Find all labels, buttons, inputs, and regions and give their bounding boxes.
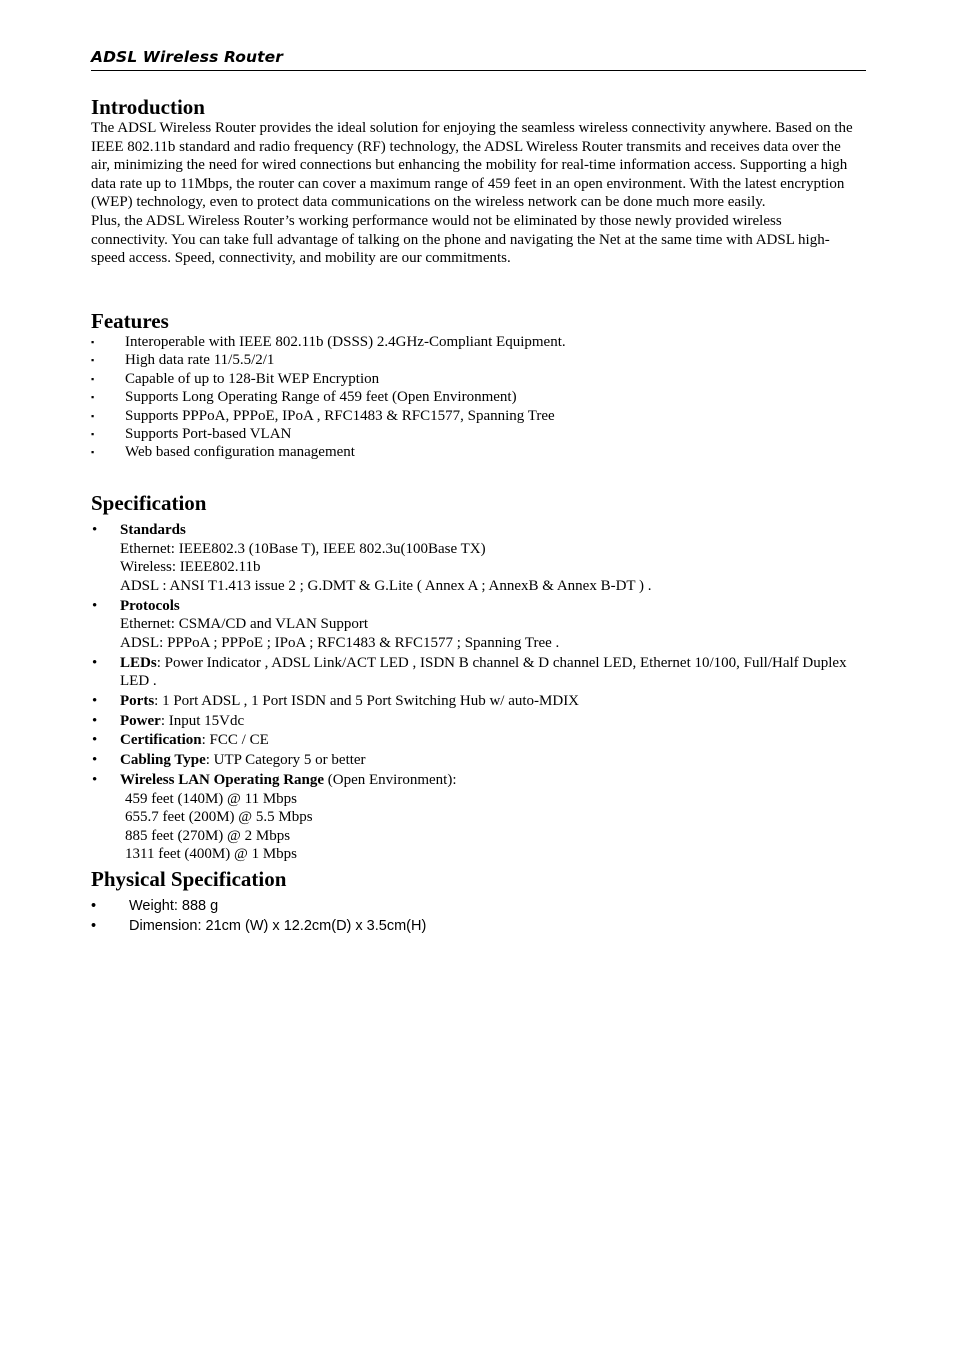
dot-bullet-icon: • — [91, 918, 97, 934]
list-item: ▪ Supports PPPoA, PPPoE, IPoA , RFC1483 & RFC1577, Spanning Tree — [91, 407, 555, 424]
spec-label: LEDs — [120, 654, 157, 671]
list-item: • Weight: 888 g — [91, 898, 219, 914]
spec-label: Power — [120, 712, 161, 729]
range-line: 655.7 feet (200M) @ 5.5 Mbps — [125, 809, 313, 826]
spec-line: Ethernet: CSMA/CD and VLAN Support — [120, 616, 369, 633]
spec-line: Ethernet: IEEE802.3 (10Base T), IEEE 802.3u(100Base TX) — [120, 540, 486, 557]
dot-bullet-icon: • — [92, 712, 98, 729]
spec-line: Wireless: IEEE802.11b — [120, 559, 261, 576]
spec-certification — [91, 731, 861, 750]
header-title: ADSL Wireless Router — [91, 48, 283, 66]
spec-label: Certification — [120, 732, 202, 749]
spec-value: : 1 Port ADSL , 1 Port ISDN and 5 Port Switching Hub w/ auto-MDIX — [154, 692, 580, 709]
introduction-paragraph-2: Plus, the ADSL Wireless Router’s working performance would not be eliminated by those newly provided wireless connectivity. You can take full advantage of talking on the phone and navigating the Net at the same time with ADSL high-speed access. Speed, connectivity, and mobility are our commitments. — [91, 212, 830, 267]
dot-bullet-icon: • — [92, 732, 98, 749]
dot-bullet-icon: • — [92, 654, 98, 671]
square-bullet-icon: ▪ — [91, 373, 95, 384]
list-item: ▪ Supports Port-based VLAN — [91, 426, 292, 443]
square-bullet-icon: ▪ — [91, 447, 95, 458]
spec-label: Ports — [120, 692, 155, 709]
spec-protocols — [91, 597, 861, 653]
spec-value: : FCC / CE — [201, 732, 269, 749]
spec-line: ADSL : ANSI T1.413 issue 2 ; G.DMT & G.Lite ( Annex A ; AnnexB & Annex B-DT ) . — [120, 577, 652, 594]
list-item: ▪ High data rate 11/5.5/2/1 — [91, 352, 275, 369]
list-item: ▪ Web based configuration management — [91, 444, 355, 461]
spec-value: : UTP Category 5 or better — [205, 752, 366, 769]
dot-bullet-icon: • — [92, 752, 98, 769]
square-bullet-icon: ▪ — [91, 337, 95, 347]
spec-leds — [91, 654, 861, 691]
list-item: • Dimension: 21cm (W) x 12.2cm(D) x 3.5cm(H) — [91, 918, 427, 934]
range-line: 885 feet (270M) @ 2 Mbps — [125, 827, 291, 844]
features-list — [91, 333, 861, 462]
spec-value: : Power Indicator , ADSL Link/ACT LED , ISDN B channel & D channel LED, Ethernet 10/100, Full/Half Duplex LED . — [120, 654, 847, 690]
square-bullet-icon: ▪ — [91, 392, 95, 403]
list-item: ▪ Interoperable with IEEE 802.11b (DSSS) 2.4GHz-Compliant Equipment. — [91, 334, 566, 350]
introduction-heading: Introduction — [91, 95, 205, 119]
square-bullet-icon: ▪ — [91, 355, 95, 366]
spec-standards — [91, 521, 861, 595]
running-header — [91, 46, 866, 71]
spec-label: Cabling Type — [120, 752, 206, 769]
list-item: ▪ Capable of up to 128-Bit WEP Encryption — [91, 370, 380, 387]
range-line: 459 feet (140M) @ 11 Mbps — [125, 790, 297, 807]
spec-label: Protocols — [120, 597, 180, 614]
specification-heading: Specification — [91, 491, 207, 515]
physical-specification-heading: Physical Specification — [91, 867, 287, 891]
features-heading: Features — [91, 309, 169, 333]
dot-bullet-icon: • — [92, 692, 98, 709]
spec-ports — [91, 692, 861, 711]
physical-list — [91, 896, 861, 936]
square-bullet-icon: ▪ — [91, 410, 95, 421]
spec-wireless-range — [91, 771, 861, 864]
spec-value: (Open Environment): — [324, 772, 457, 789]
introduction-paragraph-1: The ADSL Wireless Router provides the ideal solution for enjoying the seamless wireless connectivity anywhere. Based on the IEEE 802.11b standard and radio frequency (RF) technology, the ADSL Wireless Router transmits and receives data over the air, minimizing the need for wired connections but enhancing the mobility for real-time information access. Supporting a high data rate up to 11Mbps, the router can cover a maximum range of 459 feet in an open environment. With the latest encryption (WEP) technology, even to protect data communications on the wireless network can be done much more easily. — [91, 120, 853, 211]
spec-line: ADSL: PPPoA ; PPPoE ; IPoA ; RFC1483 & RFC1577 ; Spanning Tree . — [120, 634, 560, 651]
range-line: 1311 feet (400M) @ 1 Mbps — [125, 846, 297, 863]
spec-power — [91, 712, 861, 731]
specification-list — [91, 521, 861, 865]
introduction-text — [91, 119, 861, 268]
spec-cabling — [91, 751, 861, 770]
square-bullet-icon: ▪ — [91, 429, 95, 440]
spec-label: Standards — [120, 522, 186, 538]
dot-bullet-icon: • — [92, 522, 98, 538]
dot-bullet-icon: • — [92, 772, 98, 789]
spec-value: : Input 15Vdc — [160, 712, 245, 729]
spec-label: Wireless LAN Operating Range — [120, 772, 325, 789]
list-item: ▪ Supports Long Operating Range of 459 feet (Open Environment) — [91, 389, 517, 406]
dot-bullet-icon: • — [92, 597, 98, 614]
dot-bullet-icon: • — [91, 898, 97, 914]
